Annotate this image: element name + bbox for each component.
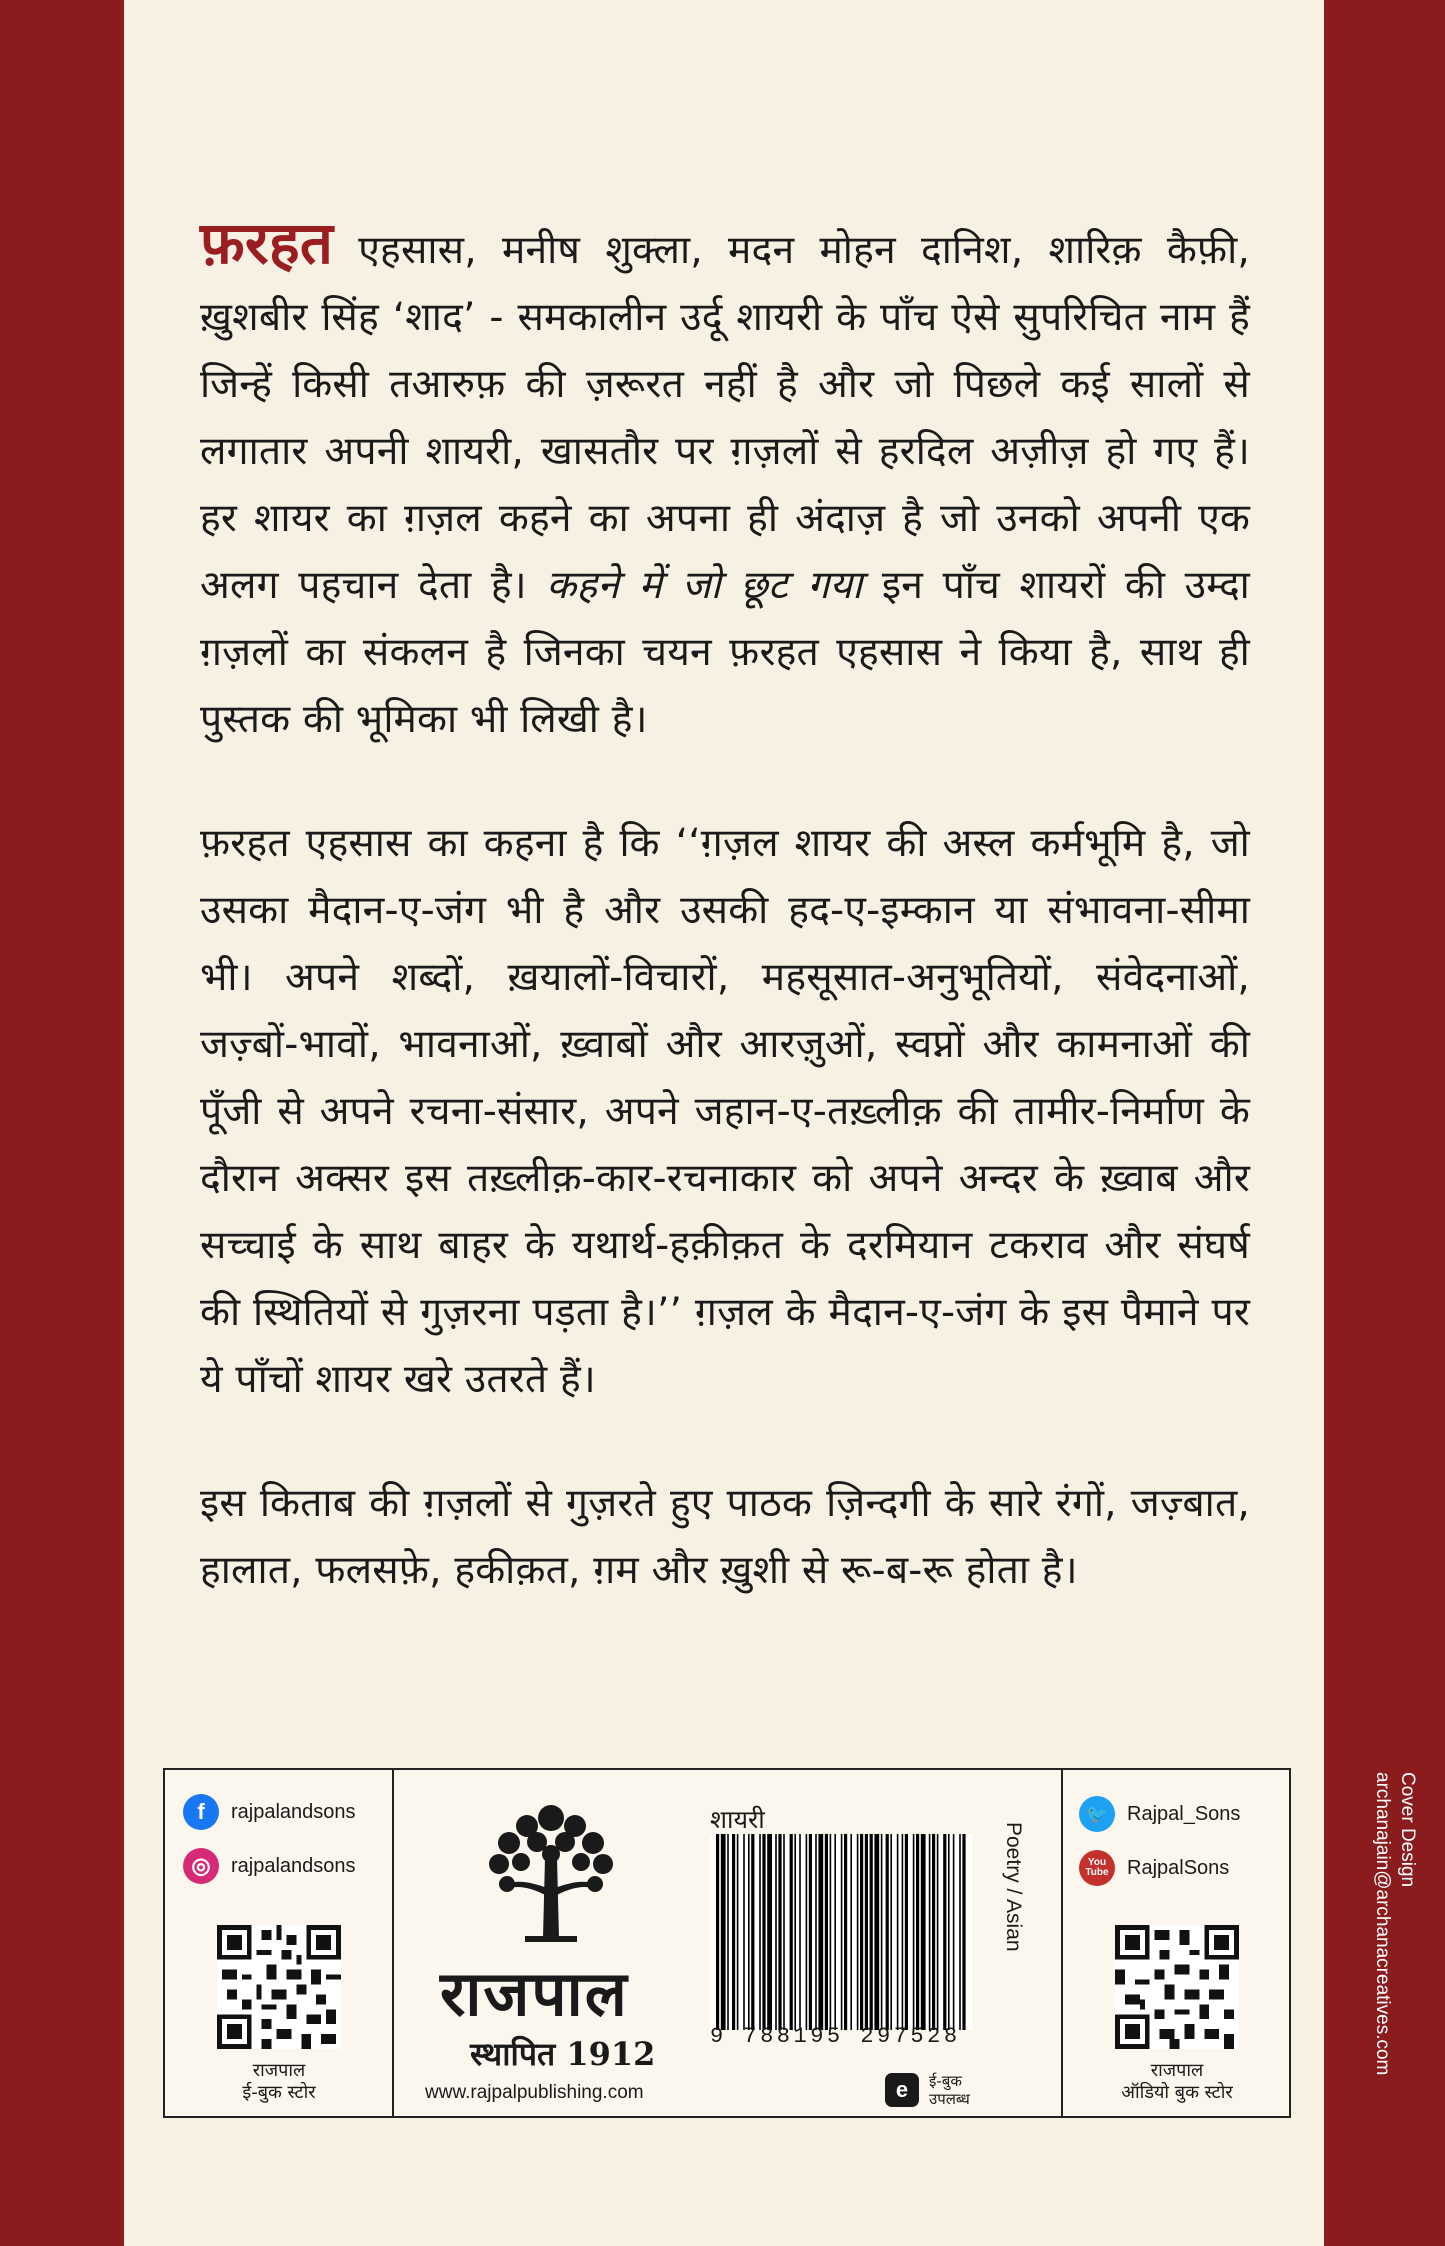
paragraph-1-text: एहसास, मनीष शुक्ला, मदन मोहन दानिश, शारिक़ कैफ़ी, ख़ुशबीर सिंह ‘शाद’ - समकालीन उर्दू शायरी के पाँच ऐसे सुपरिचित नाम हैं जिन्हें किसी तआरुफ़ की ज़रूरत नहीं है और जो पिछले कई सालों से लगातार अपनी शायरी, खासतौर पर ग़ज़लों से हरदिल अज़ीज़ हो गए हैं। हर शायर का ग़ज़ल कहने का अपना ही अंदाज़ है जो उनको अपनी एक अलग पहचान देता है। — [200, 228, 1250, 608]
audiobook-store-qr-code[interactable] — [1115, 1925, 1239, 2049]
footer-divider-right — [1061, 1770, 1063, 2116]
paragraph-1-end: इन पाँच शायरों की उम्दा ग़ज़लों का संकलन है जिनका चयन फ़रहत एहसास ने किया है, साथ ही पुस्तक की भूमिका भी लिखी है। — [200, 563, 1250, 742]
instagram-handle: rajpalandsons — [231, 1854, 356, 1877]
publisher-website-link[interactable]: www.rajpalpublishing.com — [425, 2082, 644, 2103]
caption-line-2: ऑडियो बुक स्टोर — [1121, 2082, 1233, 2103]
blurb-text — [200, 210, 1250, 1661]
paragraph-3: इस किताब की ग़ज़लों से गुज़रते हुए पाठक ज़िन्दगी के सारे रंगों, जज़्बात, हालात, फलसफ़े, हकीक़त, ग़म और ख़ुशी से रू-ब-रू होता है। — [200, 1481, 1250, 1593]
paragraph-1 — [200, 210, 1250, 753]
isbn-barcode — [710, 1834, 972, 2030]
twitter-link[interactable] — [1079, 1796, 1240, 1832]
established-year: स्थापित 1912 — [470, 2035, 656, 2073]
genre-label: शायरी — [710, 1805, 765, 1834]
tree-logo-icon — [481, 1798, 621, 1946]
footer-divider-left — [392, 1770, 394, 2116]
youtube-link[interactable] — [1079, 1850, 1229, 1886]
left-border-band — [0, 0, 124, 2246]
book-title: कहने में जो छूट गया — [546, 563, 863, 608]
isbn-number: 9 788195 297528 — [710, 2024, 961, 2049]
instagram-link[interactable] — [183, 1848, 356, 1884]
credit-email: archanajain@archanacreatives.com — [1372, 1772, 1393, 2076]
paragraph-2: फ़रहत एहसास का कहना है कि ‘‘ग़ज़ल शायर की अस्ल कर्मभूमि है, जो उसका मैदान-ए-जंग भी है और उसकी हद-ए-इम्कान या संभावना-सीमा भी। अपने शब्दों, ख़यालों-विचारों, महसूसात-अनुभूतियों, संवेदनाओं, जज़्बों-भावों, भावनाओं, ख़्वाबों और आरज़ुओं, स्वप्नों और कामनाओं की पूँजी से अपने रचना-संसार, अपने जहान-ए-तख़्लीक़ की तामीर-निर्माण के दौरान अक्सर इस तख़्लीक़-कार-रचनाकार को अपने अन्दर के ख़्वाब और सच्चाई के साथ बाहर के यथार्थ-हक़ीक़त के दरमियान टकराव और संघर्ष की स्थितियों से गुज़रना पड़ता है।’’ ग़ज़ल के मैदान-ए-जंग के इस पैमाने पर ये पाँचों शायर खरे उतरते हैं। — [200, 821, 1250, 1402]
ebook-store-qr-code[interactable] — [217, 1925, 341, 2049]
facebook-handle: rajpalandsons — [231, 1800, 356, 1823]
caption-line-1: राजपाल — [252, 2060, 306, 2081]
youtube-icon: You Tube — [1079, 1850, 1115, 1886]
caption-line-1: राजपाल — [1150, 2060, 1204, 2081]
ebook-line-1: ई-बुक — [929, 2072, 962, 2090]
book-category: Poetry / Asian — [1002, 1822, 1025, 1952]
ebook-line-2: उपलब्ध — [929, 2090, 970, 2108]
facebook-link[interactable] — [183, 1794, 356, 1830]
twitter-icon: 🐦 — [1079, 1796, 1115, 1832]
publisher-logo-text: राजपाल — [440, 1957, 629, 2030]
facebook-icon: f — [183, 1794, 219, 1830]
lead-word: फ़रहत — [200, 209, 334, 277]
ebook-available-badge — [885, 2072, 970, 2108]
ebook-store-caption — [189, 2060, 369, 2104]
ebook-icon: e — [885, 2073, 919, 2107]
caption-line-2: ई-बुक स्टोर — [242, 2082, 316, 2103]
instagram-icon: ◎ — [183, 1848, 219, 1884]
twitter-handle: Rajpal_Sons — [1127, 1802, 1241, 1825]
youtube-handle: RajpalSons — [1127, 1856, 1230, 1879]
audiobook-store-caption — [1087, 2060, 1267, 2104]
publisher-footer-box — [163, 1768, 1291, 2118]
credit-label: Cover Design — [1397, 1772, 1418, 1888]
cover-design-credit — [1370, 1772, 1420, 2075]
